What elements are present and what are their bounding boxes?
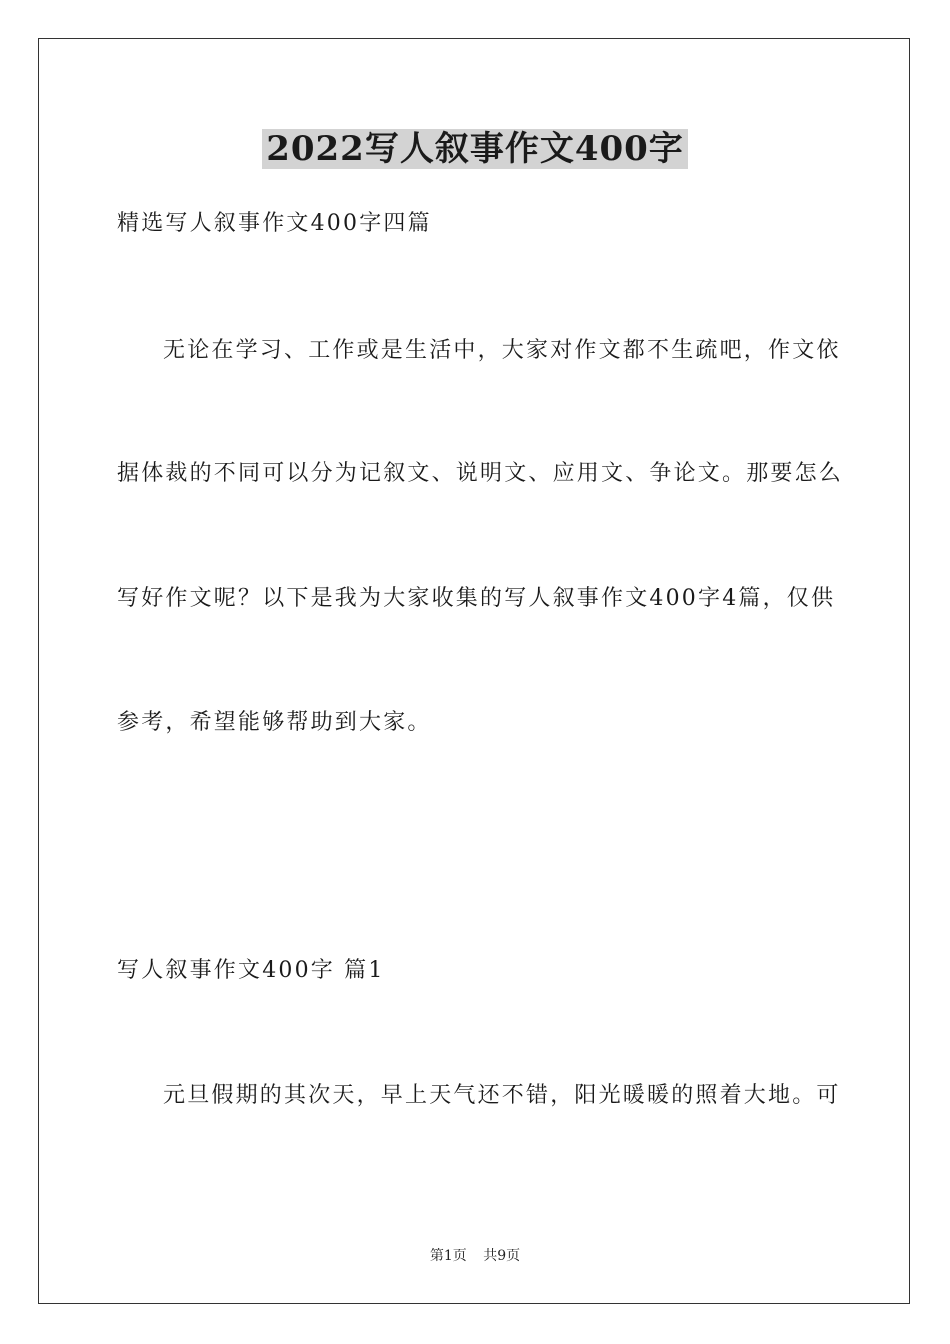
page-footer [0, 1246, 950, 1266]
intro-line-4: 参考，希望能够帮助到大家。 [117, 710, 432, 735]
intro-line-2: 据体裁的不同可以分为记叙文、说明文、应用文、争论文。那要怎么 [117, 461, 844, 486]
page-number: 第1页 [429, 1248, 467, 1264]
document-title-text: 2022写人叙事作文400字 [262, 129, 688, 169]
document-title [0, 126, 950, 172]
section-line-1: 元旦假期的其次天，早上天气还不错，阳光暖暖的照着大地。可 [163, 1083, 841, 1108]
page-total: 共9页 [483, 1248, 521, 1264]
intro-line-1: 无论在学习、工作或是生活中，大家对作文都不生疏吧，作文依 [163, 338, 841, 363]
section-heading: 写人叙事作文400字 篇1 [117, 958, 385, 983]
document-subtitle: 精选写人叙事作文400字四篇 [117, 211, 432, 236]
intro-line-3: 写好作文呢？以下是我为大家收集的写人叙事作文400字4篇，仅供 [117, 586, 836, 611]
